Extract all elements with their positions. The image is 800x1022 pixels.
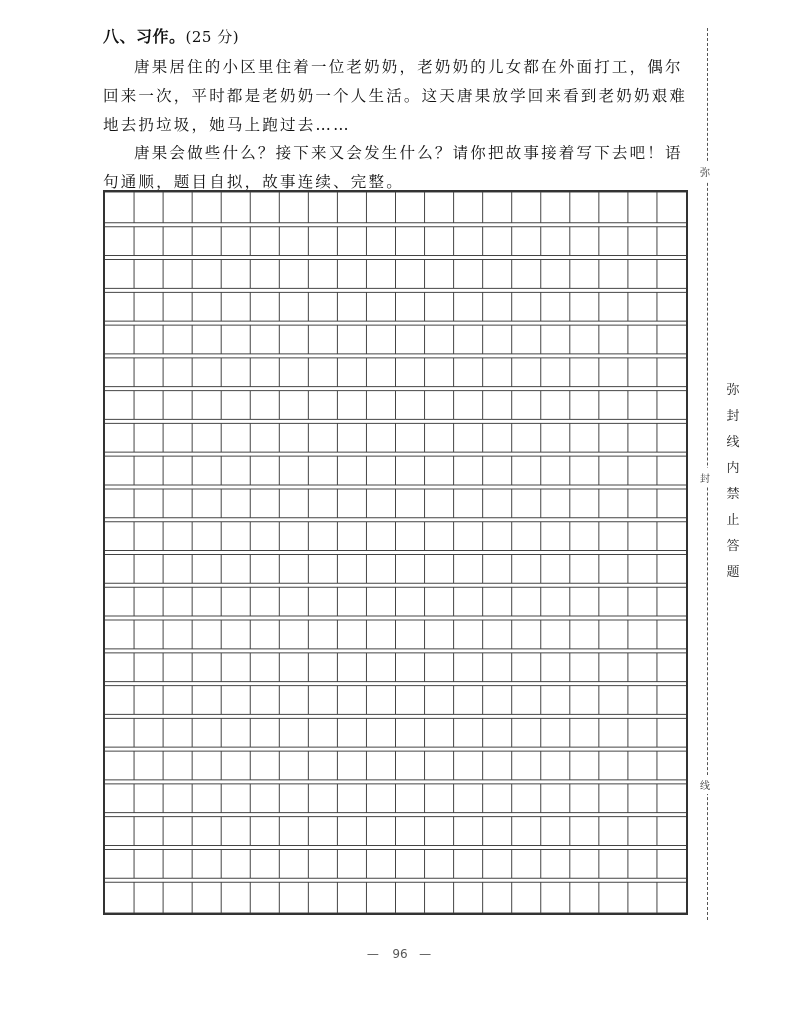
page-footer [0,947,800,961]
page-dash-left: — [366,947,381,961]
question-number: 八、习作。 [103,27,186,46]
binding-mark-bottom: 线 [700,775,710,794]
page-dash-right: — [419,947,434,961]
writing-grid[interactable] [103,190,688,915]
binding-notice: 弥封线内禁止答题 [726,383,740,580]
question-points: (25 分) [185,28,240,46]
binding-mark-middle: 封 [700,468,710,487]
prompt-paragraph-1: 唐果居住的小区里住着一位老奶奶，老奶奶的儿女都在外面打工，偶尔回来一次，平时都是老奶奶一个人生活。这天唐果放学回来看到老奶奶艰难地去扔垃圾，她马上跑过去…… [103,58,688,134]
prompt-paragraph-2: 唐果会做些什么？接下来又会发生什么？请你把故事接着写下去吧！语句通顺，题目自拟，故事连续、完整。 [103,144,683,191]
page-number: 96 [392,947,408,961]
binding-mark-top: 弥 [700,162,710,181]
question-heading [103,24,239,47]
writing-grid-lines [105,192,686,913]
